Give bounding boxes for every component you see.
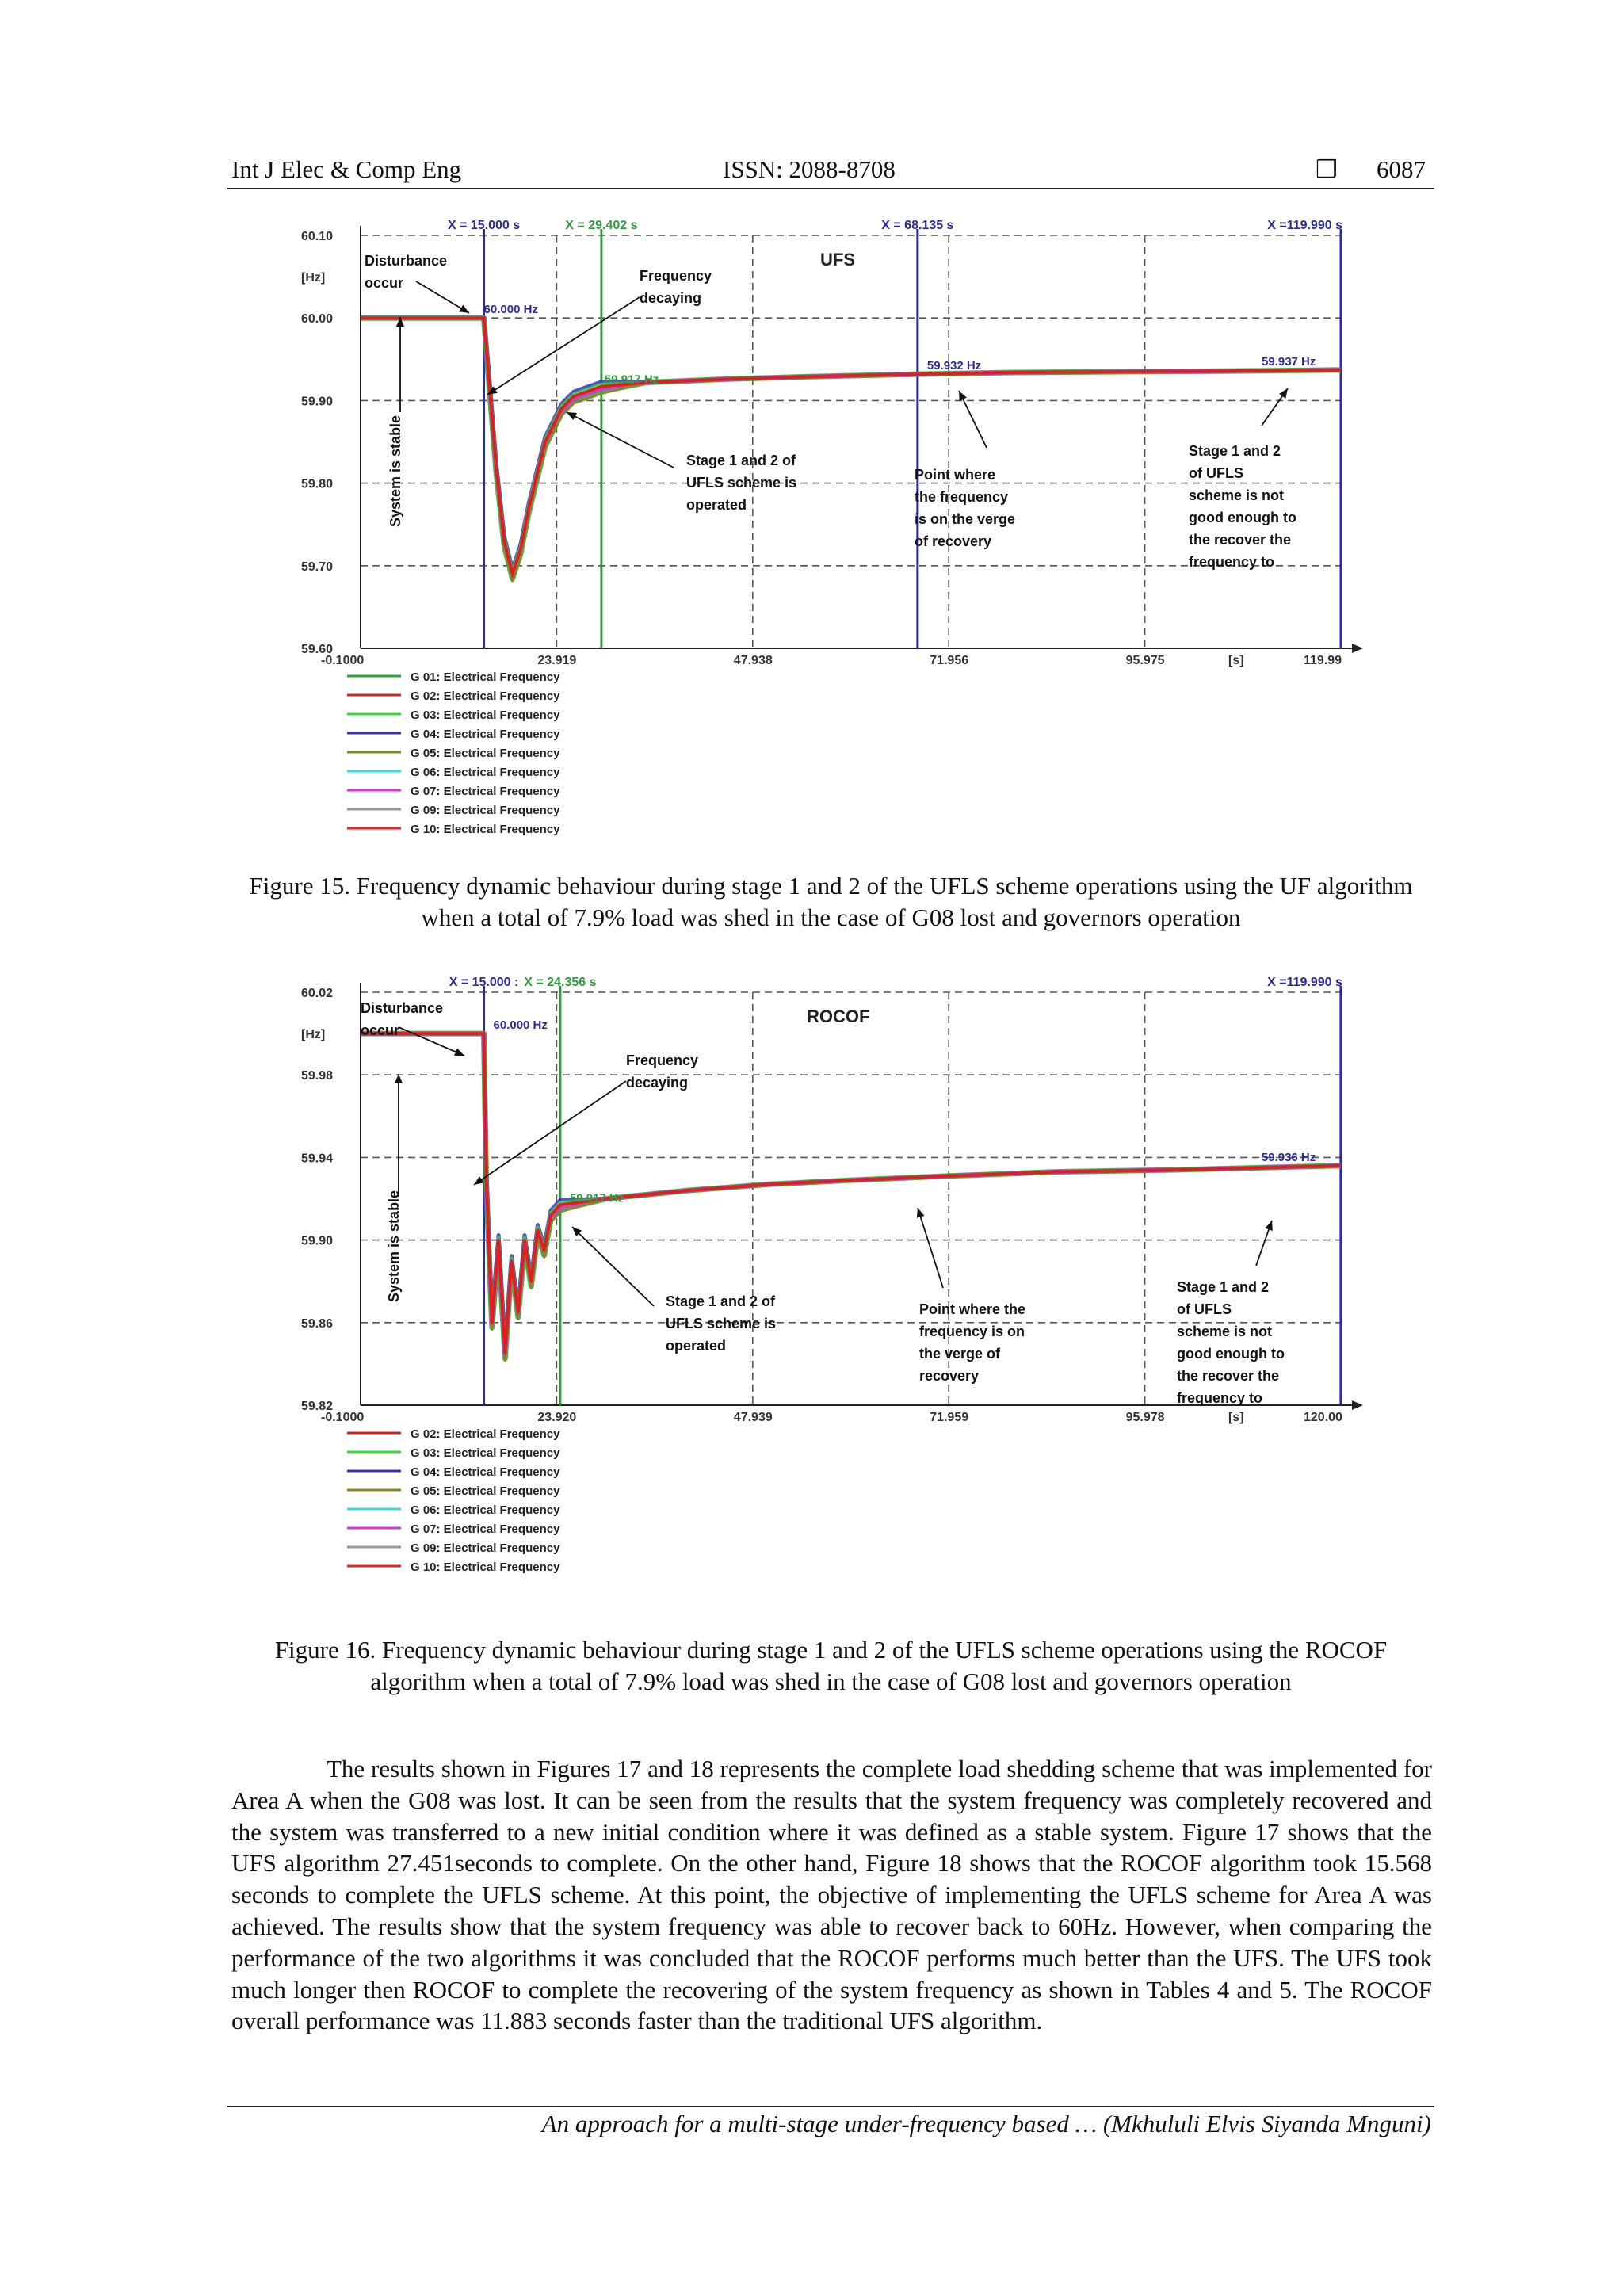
annotation-text: Disturbance [365, 253, 448, 269]
cursor-label: X = 24.356 s [524, 976, 597, 989]
legend-label: G 03: Electrical Frequency [411, 1446, 560, 1460]
footer-citation: An approach for a multi-stage under-frequency based … (Mkhululi Elvis Siyanda Mnguni) [541, 2110, 1431, 2137]
annotation-text: the verge of [919, 1346, 1001, 1362]
legend-label: G 07: Electrical Frequency [411, 785, 560, 798]
x-tick-label: 47.938 [733, 654, 773, 667]
x-tick-label: 120.00 [1304, 1411, 1342, 1424]
figure-15-chart [293, 218, 1387, 852]
annotation-text: operated [686, 497, 747, 513]
annotation-text: occur [365, 275, 404, 291]
chart-title: UFS [820, 250, 855, 269]
footer-rule [227, 2106, 1434, 2107]
annotation-text: decaying [640, 290, 702, 306]
value-label: 59.936 Hz [1261, 1150, 1316, 1164]
annotation-text: operated [666, 1338, 727, 1354]
y-tick-label: 59.98 [301, 1069, 334, 1083]
value-label: 59.917 Hz [569, 1191, 624, 1205]
annotation-text: Frequency [626, 1052, 699, 1068]
annotation-text: the recover the [1177, 1368, 1280, 1384]
x-tick-label: 71.959 [930, 1411, 969, 1424]
legend-label: G 01: Electrical Frequency [411, 670, 560, 684]
annotation-text: UFLS scheme is [666, 1316, 777, 1331]
cursor-label: X = 68.135 s [881, 219, 954, 232]
legend-label: G 06: Electrical Frequency [411, 1503, 560, 1517]
legend-label: G 09: Electrical Frequency [411, 1541, 560, 1555]
x-tick-label: 119.99 [1304, 654, 1342, 667]
y-tick-label: 59.60 [301, 643, 334, 656]
legend-label: G 02: Electrical Frequency [411, 690, 560, 703]
y-tick-label: 59.86 [301, 1316, 334, 1331]
x-tick-label: 47.939 [733, 1411, 773, 1424]
annotation-text: good enough to [1189, 510, 1296, 525]
x-tick-label: 95.978 [1125, 1411, 1165, 1424]
x-tick-label: 95.975 [1125, 654, 1165, 667]
annotation-text: Point where the [919, 1301, 1026, 1317]
y-tick-label: 60.02 [301, 987, 334, 1000]
annotation-text: Stage 1 and 2 of [666, 1293, 776, 1309]
annotation-text: recovery [919, 1368, 980, 1384]
x-tick-label: -0.1000 [321, 1411, 365, 1424]
value-label: 59.932 Hz [926, 359, 982, 373]
cursor-label: X =119.990 s [1267, 976, 1342, 989]
issn: ISSN: 2088-8708 [723, 155, 896, 183]
legend-label: G 06: Electrical Frequency [411, 766, 560, 779]
annotation-text: System is stable [388, 415, 403, 527]
annotation-text: good enough to [1177, 1346, 1285, 1362]
annotation-text: frequency to [1189, 554, 1275, 570]
legend-label: G 05: Electrical Frequency [411, 747, 560, 760]
legend-label: G 07: Electrical Frequency [411, 1522, 560, 1536]
annotation-text: Disturbance [361, 1000, 444, 1016]
cursor-label: X = 15.000 s [447, 219, 521, 232]
value-label: 59.937 Hz [1262, 354, 1316, 369]
y-tick-label: 59.94 [301, 1152, 334, 1166]
annotation-text: Stage 1 and 2 [1189, 443, 1281, 459]
legend-label: G 03: Electrical Frequency [411, 709, 560, 722]
y-tick-label: 59.90 [301, 1234, 334, 1248]
annotation-text: Point where [915, 467, 996, 483]
y-tick-label: [Hz] [301, 1028, 326, 1041]
body-paragraph [231, 1753, 1432, 2037]
cursor-label: X =119.990 s [1267, 219, 1342, 232]
annotation-text: frequency is on [919, 1324, 1025, 1339]
annotation-text: decaying [626, 1075, 689, 1091]
figure-15 [293, 218, 1387, 852]
body-paragraph-text: The results shown in Figures 17 and 18 represents the complete load shedding scheme that was implemented for Area A when the G08 was lost. It can be seen from the results that the system frequency was completely recovered and the system was transferred to a new initial condition where it was defined as a stable system. Figure 17 shows that the UFS algorithm 27.451seconds to complete. On the other hand, Figure 18 shows that the ROCOF algorithm took 15.568 seconds to complete the UFLS scheme. At this point, the objective of implementing the UFLS scheme for Area A was achieved. The results show that the system frequency was able to recover back to 60Hz. However, when comparing the performance of the two algorithms it was concluded that the ROCOF performs much better than the UFS. The UFS took much longer then ROCOF to complete the recovering of the system frequency as shown in Tables 4 and 5. The ROCOF overall performance was 11.883 seconds faster than the traditional UFS algorithm. [231, 1755, 1432, 2035]
x-tick-label: [s] [1228, 1411, 1244, 1424]
journal-name: Int J Elec & Comp Eng [231, 155, 462, 183]
legend-label: G 10: Electrical Frequency [411, 1561, 560, 1574]
value-label: 59.917 Hz [604, 372, 659, 387]
annotation-text: Stage 1 and 2 of [686, 453, 796, 468]
value-label: 60.000 Hz [483, 303, 538, 317]
cursor-label: X = 29.402 s [565, 219, 638, 232]
y-tick-label: 59.90 [301, 395, 334, 409]
annotation-text: scheme is not [1177, 1324, 1273, 1339]
annotation-text: occur [361, 1022, 400, 1038]
y-tick-label: 60.00 [301, 312, 334, 327]
annotation-text: the recover the [1189, 532, 1292, 548]
figure-16-caption: Figure 16. Frequency dynamic behaviour during stage 1 and 2 of the UFLS scheme operations using the ROCOF algorithm when a total of 7.9% load was shed in the case of G08 lost and governors operation [274, 1636, 1388, 1695]
annotation-text: frequency to [1177, 1390, 1263, 1406]
value-label: 60.000 Hz [493, 1018, 548, 1033]
figure-15-caption: Figure 15. Frequency dynamic behaviour during stage 1 and 2 of the UFLS scheme operations using the UF algorithm when a total of 7.9% load was shed in the case of G08 lost and governors operation [249, 872, 1413, 931]
legend-label: G 09: Electrical Frequency [411, 804, 560, 817]
annotation-text: of UFLS [1177, 1301, 1232, 1317]
legend-label: G 05: Electrical Frequency [411, 1484, 560, 1498]
y-tick-label: [Hz] [301, 271, 326, 285]
annotation-text: is on the verge [915, 511, 1016, 527]
x-tick-label: 71.956 [930, 654, 969, 667]
y-tick-label: 59.80 [301, 477, 334, 491]
cursor-label: X = 15.000 : [449, 976, 519, 989]
y-tick-label: 59.82 [301, 1400, 334, 1413]
annotation-text: UFLS scheme is [686, 475, 797, 491]
legend-label: G 02: Electrical Frequency [411, 1427, 560, 1441]
legend-label: G 10: Electrical Frequency [411, 823, 560, 836]
y-tick-label: 59.70 [301, 560, 334, 574]
annotation-text: Frequency [640, 268, 712, 284]
figure-16 [293, 975, 1387, 1609]
annotation-text: of recovery [915, 533, 992, 549]
annotation-text: Stage 1 and 2 [1177, 1279, 1270, 1295]
annotation-text: System is stable [386, 1190, 402, 1302]
chart-title: ROCOF [807, 1007, 870, 1026]
annotation-text: the frequency [915, 489, 1009, 505]
legend-label: G 04: Electrical Frequency [411, 728, 560, 741]
x-tick-label: -0.1000 [321, 654, 365, 667]
legend-label: G 04: Electrical Frequency [411, 1465, 560, 1479]
x-tick-label: 23.920 [537, 1411, 577, 1424]
y-tick-label: 60.10 [301, 230, 334, 243]
page-number: 6087 [1377, 155, 1426, 183]
box-icon: ❐ [1316, 155, 1338, 183]
annotation-text: scheme is not [1189, 487, 1285, 503]
x-tick-label: [s] [1228, 654, 1244, 667]
annotation-text: of UFLS [1189, 465, 1243, 481]
figure-16-chart [293, 975, 1387, 1609]
header-rule [227, 188, 1434, 189]
x-tick-label: 23.919 [537, 654, 577, 667]
